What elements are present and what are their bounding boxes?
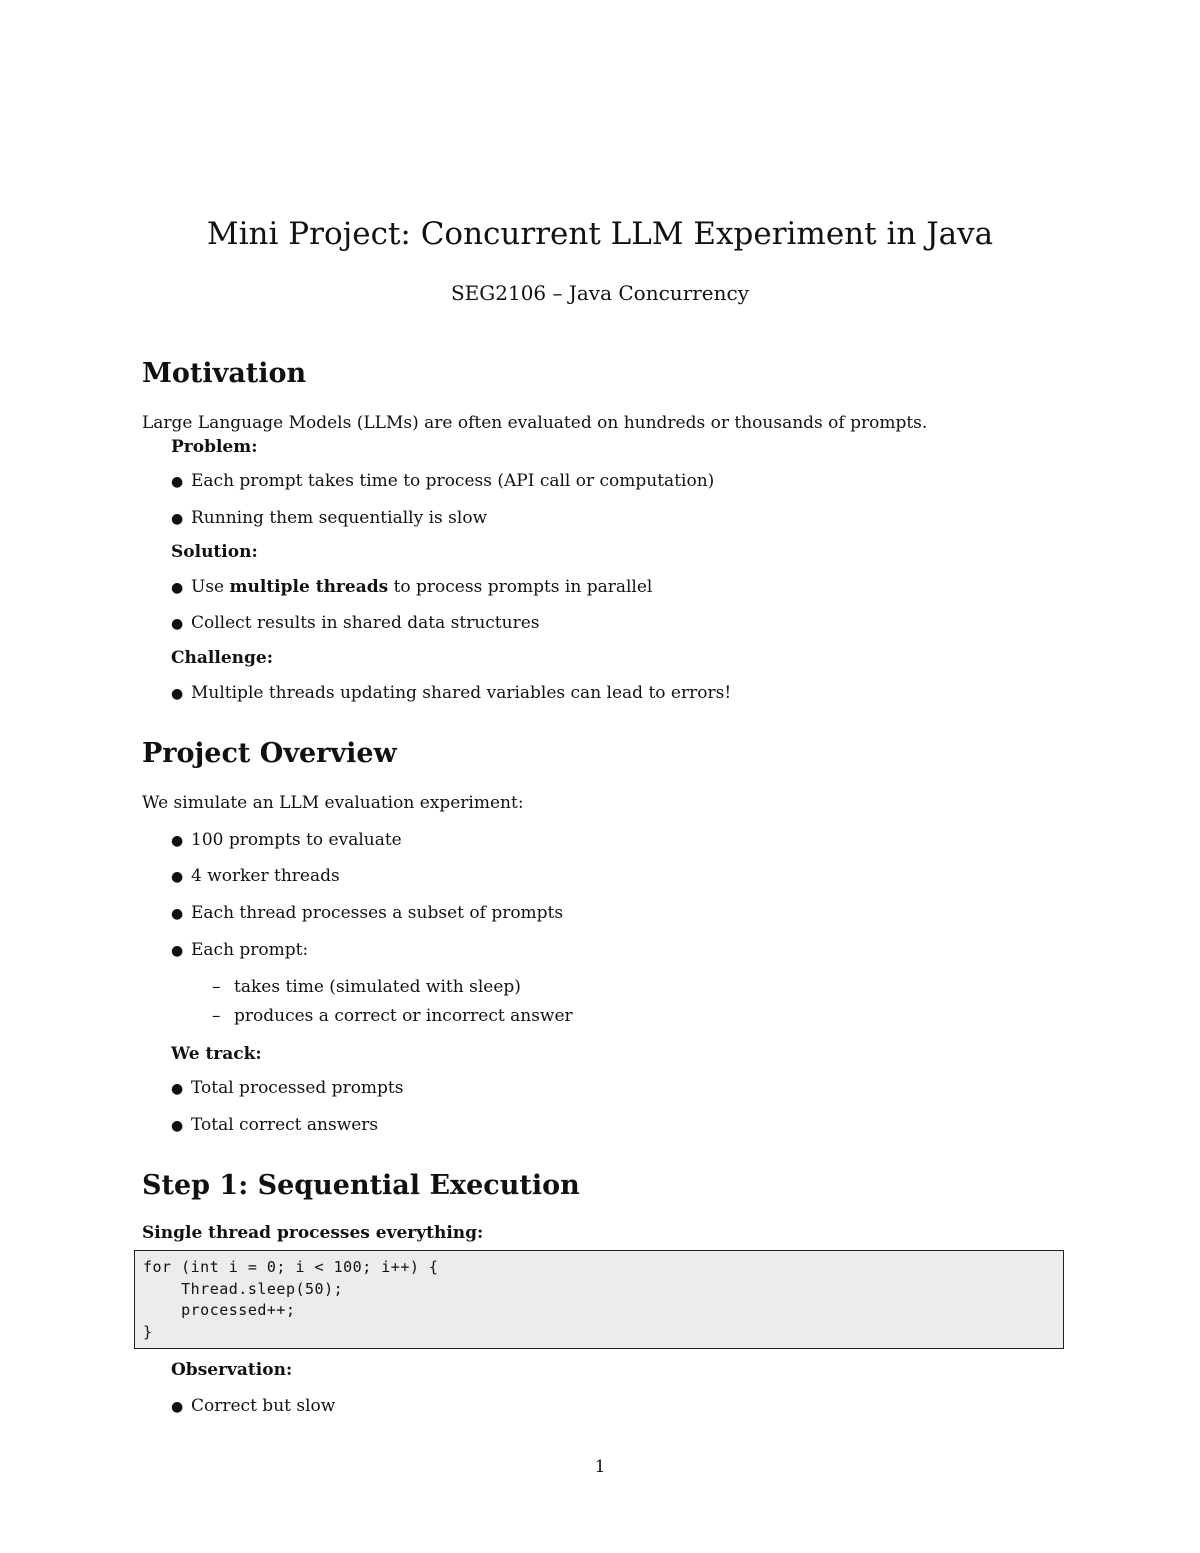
track-label: We track: [171,1044,262,1064]
challenge-label: Challenge: [171,648,273,668]
bullet-icon: ● [171,1081,184,1097]
sub-list-item: – takes time (simulated with sleep) [212,977,521,997]
document-title: Mini Project: Concurrent LLM Experiment in Java [206,216,994,252]
list-item: ● 4 worker threads [171,864,340,889]
bullet-icon: ● [171,943,184,959]
code-line: } [143,1322,153,1341]
code-block [134,1250,1064,1349]
solution-label: Solution: [171,542,258,562]
page-number: 1 [594,1457,606,1477]
code-line: for (int i = 0; i < 100; i++) { [143,1258,439,1276]
dash-icon: – [212,977,221,997]
step1-lead: Single thread processes everything: [142,1223,484,1243]
document-subtitle: SEG2106 – Java Concurrency [450,281,750,305]
list-item: ● Total processed prompts [171,1076,403,1101]
list-item: ● Each prompt takes time to process (API call or computation) [171,469,714,494]
problem-label: Problem: [171,437,258,457]
bullet-icon: ● [171,511,184,527]
bullet-icon: ● [171,580,184,596]
sub-list-item: – produces a correct or incorrect answer [212,1006,573,1026]
list-item: ● Each thread processes a subset of prompts [171,901,563,926]
list-item: ● Each prompt: [171,938,308,963]
code-line: Thread.sleep(50); [143,1279,344,1298]
code-line: processed++; [143,1301,296,1319]
bullet-icon: ● [171,869,184,885]
bullet-icon: ● [171,686,184,702]
bullet-icon: ● [171,474,184,490]
list-item: ● Use multiple threads to process prompts in parallel [171,575,652,600]
observation-label: Observation: [171,1360,293,1380]
section-heading-motivation: Motivation [142,358,307,389]
bullet-icon: ● [171,1118,184,1134]
bullet-icon: ● [171,906,184,922]
list-item: ● Collect results in shared data structures [171,611,540,636]
list-item: ● Multiple threads updating shared variables can lead to errors! [171,681,731,706]
list-item: ● Total correct answers [171,1113,378,1138]
bullet-icon: ● [171,1399,184,1415]
overview-intro: We simulate an LLM evaluation experiment: [142,793,524,813]
bullet-icon: ● [171,616,184,632]
list-item: ● Correct but slow [171,1394,335,1419]
dash-icon: – [212,1006,221,1026]
bullet-icon: ● [171,833,184,849]
motivation-intro: Large Language Models (LLMs) are often evaluated on hundreds or thousands of prompts. [142,413,928,433]
list-item: ● 100 prompts to evaluate [171,828,402,853]
section-heading-overview: Project Overview [142,738,397,769]
section-heading-step1: Step 1: Sequential Execution [142,1170,580,1201]
list-item: ● Running them sequentially is slow [171,506,487,531]
